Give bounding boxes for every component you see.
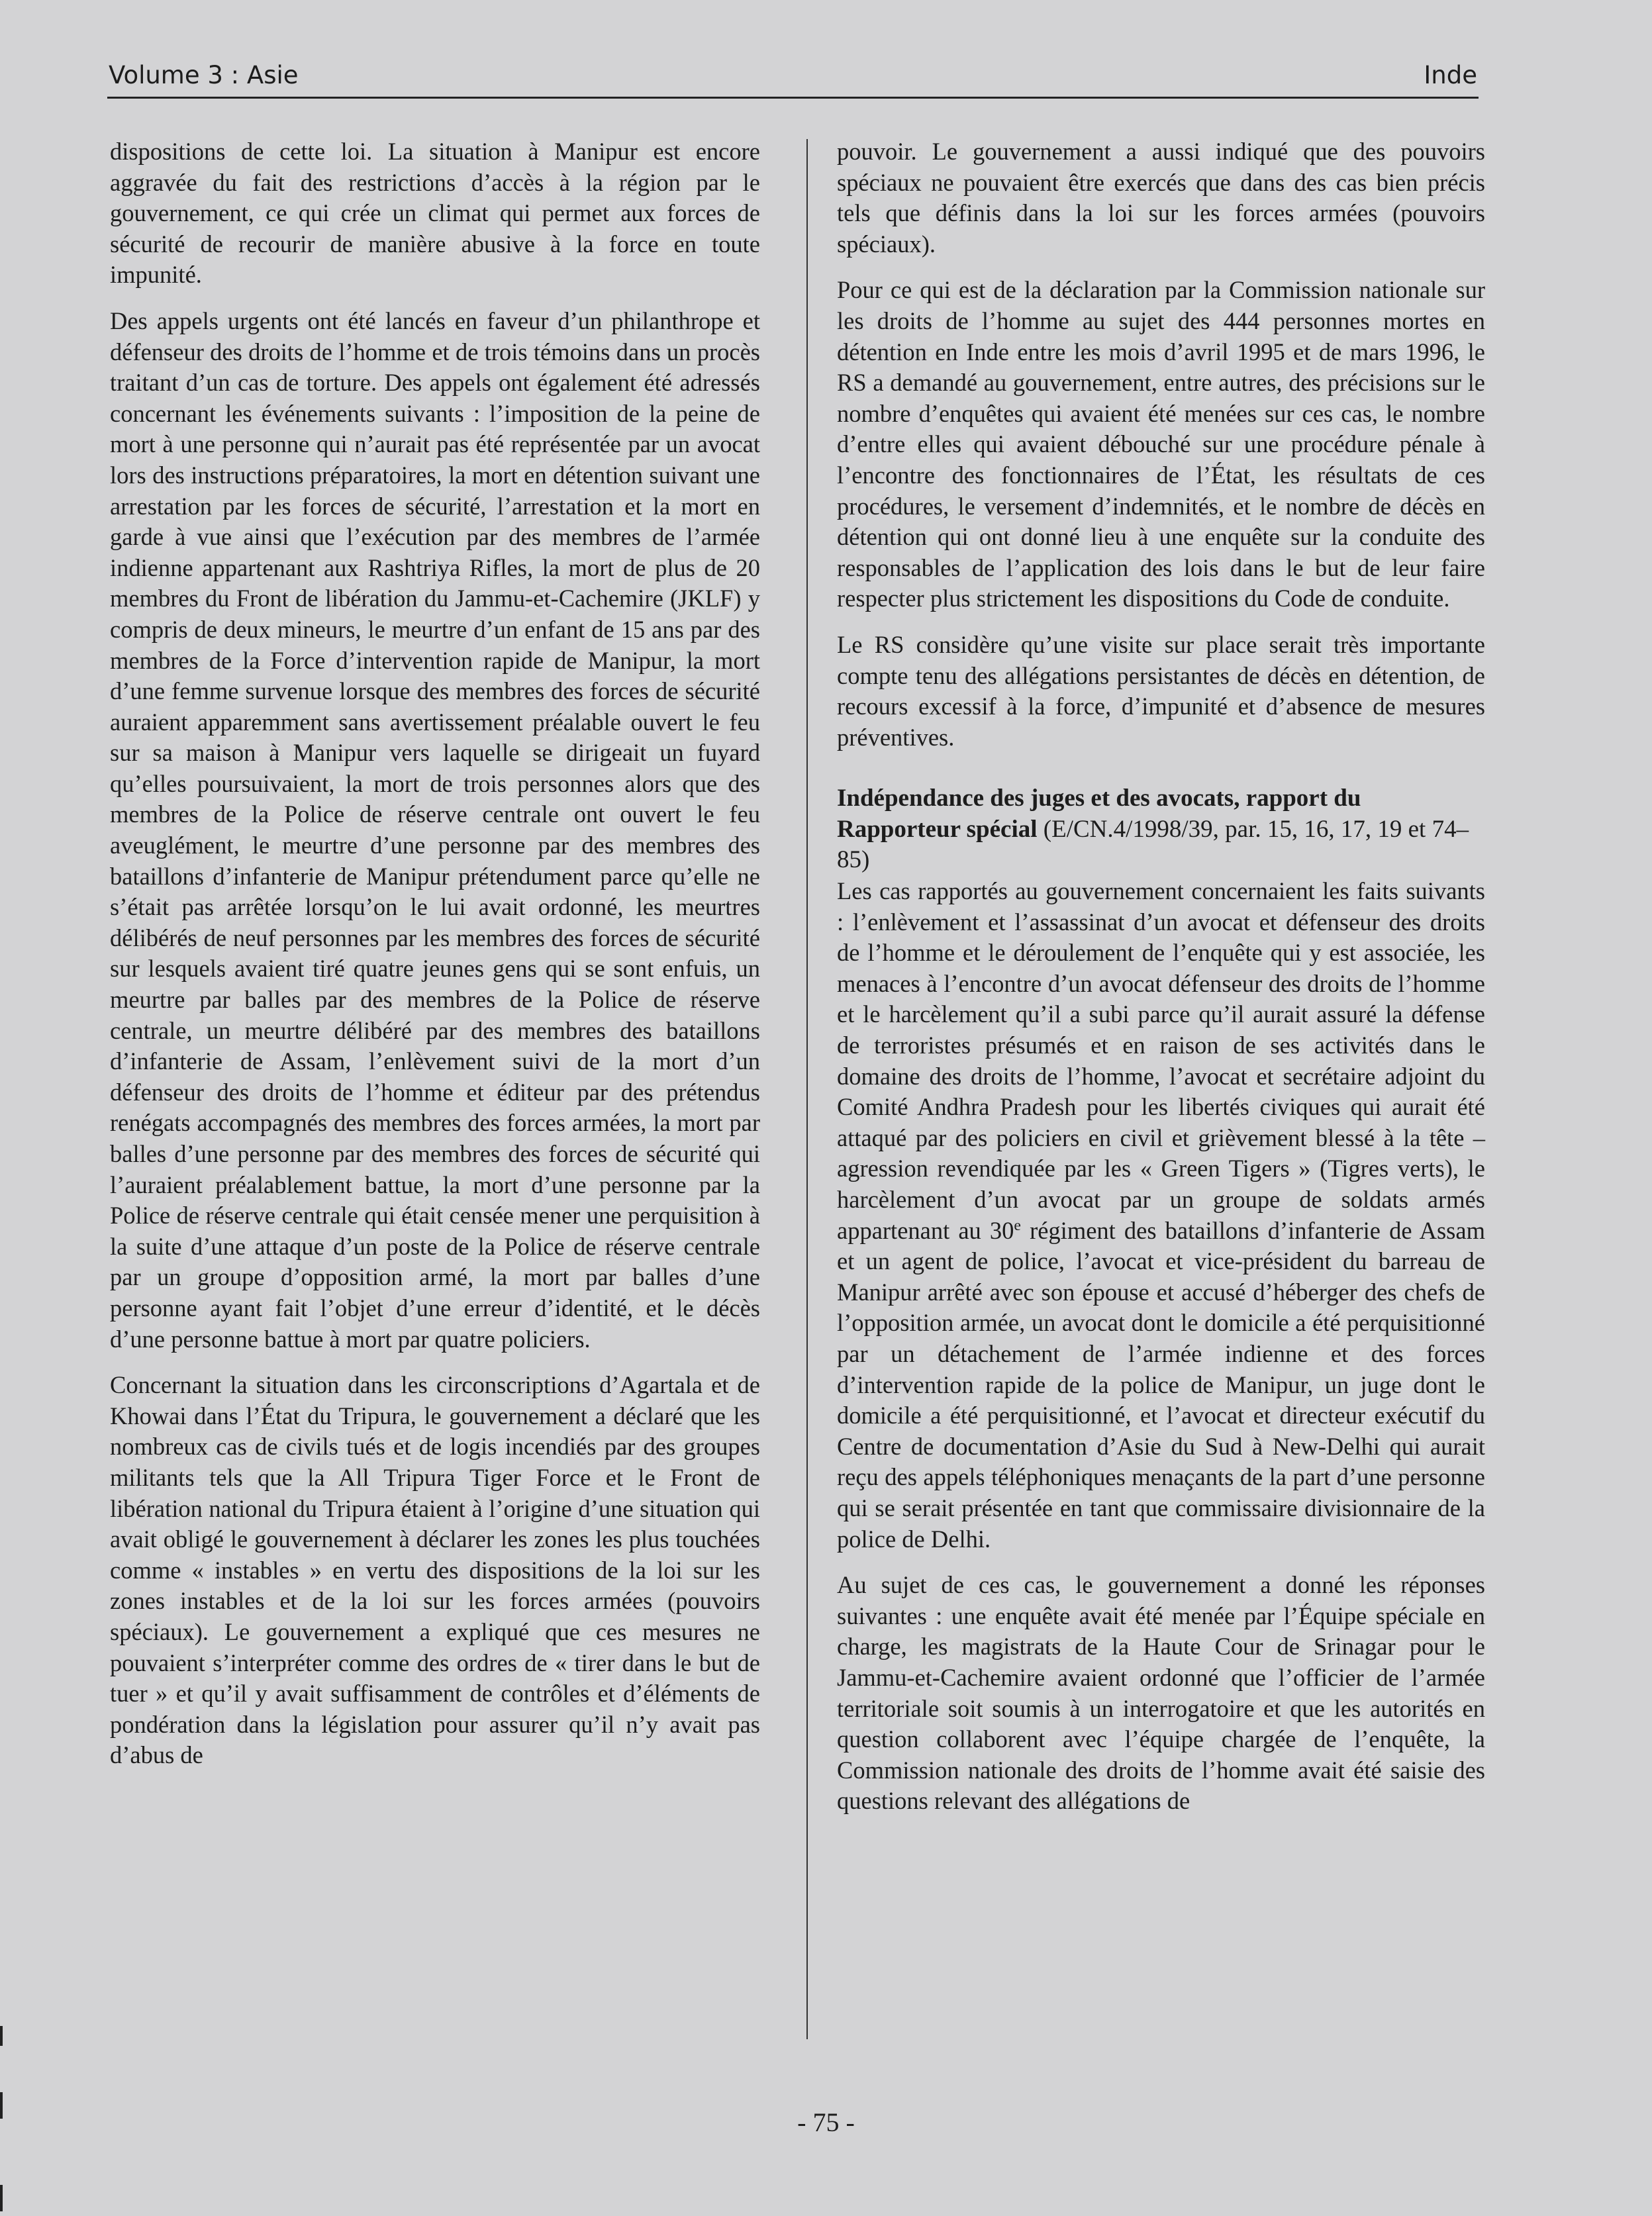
right-column — [837, 136, 1485, 1817]
section-heading — [837, 783, 1485, 876]
paragraph: Concernant la situation dans les circonscriptions d’Agartala et de Khowai dans l’État du Tripura, le gouvernement a déclaré que les nombreux cas de civils tués et de logis incendiés par des groupes militants tels que la All Tripura Tiger Force et le Front de libération national du Tripura étaient à l’origine d’une situation qui avait obligé le gouvernement à déclarer les zones les plus touchées comme « instables » en vertu des dispositions de la loi sur les zones instables et de la loi sur les forces armées (pouvoirs spéciaux). Le gouvernement a expliqué que ces mesures ne pouvaient s’interpréter comme des ordres de « tirer dans le but de tuer » et qu’il y avait suffisamment de contrôles et d’éléments de pondération dans la législation pour assurer qu’il n’y avait pas d’abus de — [110, 1371, 760, 1769]
paragraph: Au sujet de ces cas, le gouvernement a donné les réponses suivantes : une enquête avait été menée par l’Équipe spéciale en charge, les magistrats de la Haute Cour de Srinagar pour le Jammu-et-Cachemire avaient ordonné que l’officier de l’armée territoriale soit soumis à un interrogatoire et que les autorités en question collaborent avec l’équipe chargée de l’enquête, la Commission nationale des droits de l’homme avait été saisie des questions relevant des allégations de — [837, 1571, 1485, 1815]
paragraph: Des appels urgents ont été lancés en faveur d’un philanthrope et défenseur des droits de l’homme et de trois témoins dans un procès traitant d’un cas de torture. Des appels ont également été adressés concernant les événements suivants : l’imposition de la peine de mort à une personne qui n’aurait pas été représentée par un avocat lors des instructions préparatoires, la mort en détention suivant une arrestation par les forces de sécurité, l’arrestation et la mort en garde à vue ainsi que l’exécution par des membres de l’armée indienne appartenant aux Rashtriya Rifles, la mort de plus de 20 membres du Front de libération du Jammu-et-Cachemire (JKLF) y compris de deux mineurs, le meurtre d’un enfant de 15 ans par des membres de la Force d’intervention rapide de Manipur, la mort d’une femme survenue lorsque des membres des forces de sécurité auraient apparemment sans avertissement préalable ouvert le feu sur sa maison à Manipur vers laquelle se dirigeait un fuyard qu’elles poursuivaient, la mort de trois personnes alors que des membres de la Police de réserve centrale ont ouvert le feu aveuglément, le meurtre d’une personne par des membres des bataillons d’infanterie de Manipur prétendument parce qu’elle ne s’était pas arrêtée lorsqu’on le lui avait ordonné, les meurtres délibérés de neuf personnes par les membres des forces de sécurité sur lesquels avaient tiré quatre jeunes gens qui se sont enfuis, un meurtre par balles par des membres de la Police de réserve centrale, un meurtre délibéré par des membres des bataillons d’infanterie de Assam, l’enlèvement suivi de la mort d’un défenseur des droits de l’homme et éditeur par des prétendus renégats accompagnés des membres des forces armées, la mort par balles d’une personne par des membres des forces de sécurité qui l’auraient préalablement battue, la mort d’une personne par la Police de réserve centrale qui était censée mener une perquisition à la suite d’une attaque d’un poste de la Police de réserve centrale par un groupe d’opposition armé, la mort par balles d’une personne ayant fait l’objet d’une erreur d’identité, et le décès d’une personne battue à mort par quatre policiers. — [110, 307, 760, 1353]
section-heading-title: Indépendance des juges et des avocats, rapport du Rapporteur spécial — [837, 785, 1361, 843]
scan-edge-mark — [0, 2026, 3, 2046]
running-header — [107, 61, 1479, 99]
paragraph: pouvoir. Le gouvernement a aussi indiqué que des pouvoirs spéciaux ne pouvaient être exercés que dans des cas bien précis tels que définis dans la loi sur les forces armées (pouvoirs spéciaux). — [837, 138, 1485, 258]
paragraph: Pour ce qui est de la déclaration par la Commission nationale sur les droits de l’homme au sujet des 444 personnes mortes en détention en Inde entre les mois d’avril 1995 et de mars 1996, le RS a demandé au gouvernement, entre autres, des précisions sur le nombre d’enquêtes qui avaient été menées sur ces cas, le nombre d’entre elles qui avaient débouché sur une procédure pénale à l’encontre des fonctionnaires de l’État, les résultats de ces procédures, le versement d’indemnités, et le nombre de décès en détention qui ont donné lieu à une enquête sur la conduite des responsables de l’application des lois dans le but de leur faire respecter plus strictement les dispositions du Code de conduite. — [837, 276, 1485, 612]
scan-edge-mark — [0, 2092, 3, 2119]
left-column — [110, 136, 760, 1771]
paragraph: Les cas rapportés au gouvernement concernaient les faits suivants : l’enlèvement et l’assassinat d’un avocat et défenseur des droits de l’homme et le déroulement de l’enquête qui y est associée, les menaces à l’encontre d’un avocat défenseur des droits de l’homme et le harcèlement qu’il a subi parce qu’il aurait assuré la défense de terroristes présumés et en raison de ses activités dans le domaine des droits de l’homme, l’avocat et secrétaire adjoint du Comité Andhra Pradesh pour les libertés civiques qui aurait été attaqué par des policiers en civil et grièvement blessé à la tête – agression revendiquée par les « Green Tigers » (Tigres verts), le harcèlement d’un avocat par un groupe de soldats armés appartenant au 30e régiment des bataillons d’infanterie de Assam et un agent de police, l’avocat et vice-président du barreau de Manipur arrêté avec son épouse et accusé d’héberger des chefs de l’opposition armée, un avocat dont le domicile a été perquisitionné par un détachement de l’armée indienne et des forces d’intervention rapide de la police de Manipur, un juge dont le domicile a été perquisitionné, et l’avocat et directeur exécutif du Centre de documentation d’Asie du Sud à New-Delhi qui aurait reçu des appels téléphoniques menaçants de la part d’une personne qui se serait présentée en tant que commissaire divisionnaire de la police de Delhi. — [837, 877, 1485, 1553]
page-number: - 75 - — [797, 2107, 855, 2137]
section-heading-reference: (E/CN.4/1998/39, par. 15, 16, 17, 19 et 74–85) — [837, 815, 1469, 874]
scan-edge-mark — [0, 2185, 3, 2211]
paragraph: dispositions de cette loi. La situation à Manipur est encore aggravée du fait des restrictions d’accès à la région par le gouvernement, ce qui crée un climat qui permet aux forces de sécurité de recourir de manière abusive à la force en toute impunité. — [110, 138, 760, 289]
header-country: Inde — [1424, 61, 1477, 89]
header-volume-title: Volume 3 : Asie — [109, 61, 299, 89]
paragraph: Le RS considère qu’une visite sur place serait très importante compte tenu des allégations persistantes de décès en détention, de recours excessif à la force, d’impunité et d’absence de mesures préventives. — [837, 630, 1485, 751]
column-divider — [806, 139, 808, 2039]
